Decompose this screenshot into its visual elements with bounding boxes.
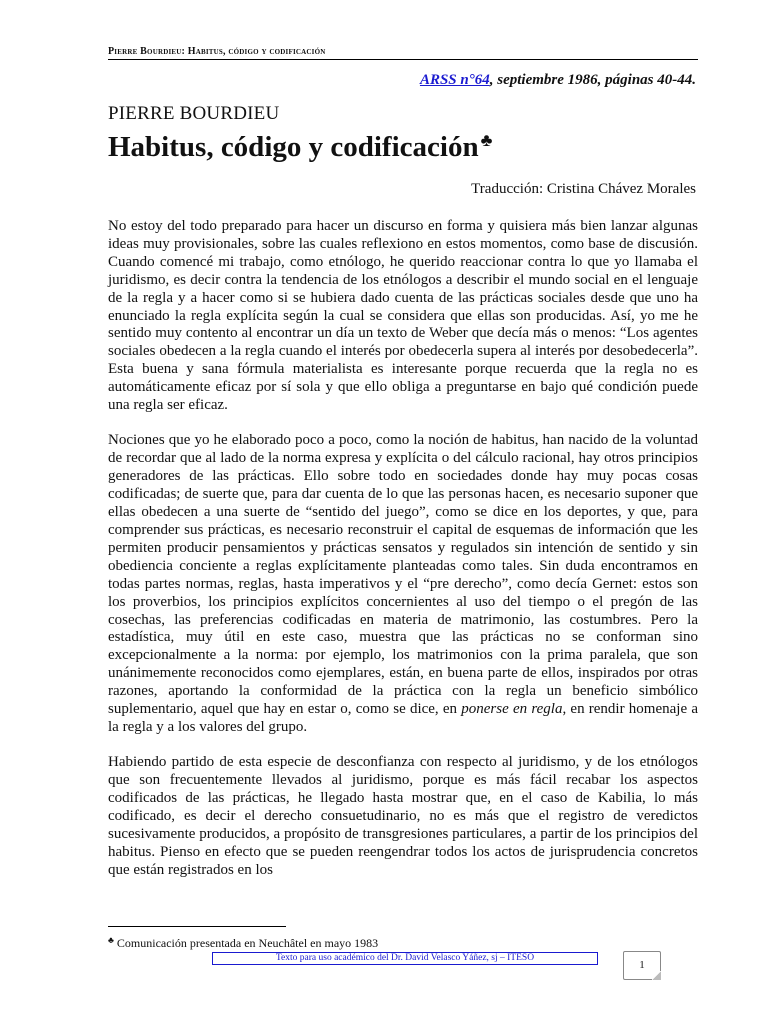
paragraph-2-text: Nociones que yo he elaborado poco a poco, como la noción de habitus, han nacido de la voluntad de recordar que al lado de la norma expresa y explícita o del cálculo racional, hay otros principios generadores de las prácticas. Ello sobre todo en sociedades donde hay muy pocas cosas codificadas; de suerte que, para dar cuenta de lo que las personas hacen, es necesario suponer que ellas obedecen a una suerte de “sentido del juego”, como se dice en los deportes, y que, para comprender sus prácticas, es necesario reconstruir el capital de esquemas de información que les permiten producir pensamientos y prácticas sensatos y regulados sin intención de sentido y sin obediencia conciente a reglas explícitamente planteadas como tales. Sin duda encontramos en todas partes normas, reglas, hasta imperativos y el “pre derecho”, como decía Gernet: estos son los proverbios, los principios explícitos concernientes al uso del tiempo o el pregón de las cosechas, las preferencias codificadas en materia de matrimonio, las costumbres. Pero la estadística, muy útil en este caso, muestra que las prácticas no se conforman sino excepcionalmente a la norma: por ejemplo, los matrimonios con la prima paralela, que son unánimemente reconocidos como ejemplares, están, en buena parte de ellos, inspirados por otras razones, aportando la conformidad de la práctica con la regla un beneficio simbólico suplementario, aquel que hay en estar o, como se dice, en [108, 432, 698, 718]
translator-credit: Traducción: Cristina Chávez Morales [471, 181, 696, 197]
footnote-divider [108, 926, 286, 927]
paragraph-2 [108, 432, 698, 736]
club-icon: ♣ [480, 130, 493, 150]
page-fold-icon [652, 971, 661, 980]
body-text [108, 218, 698, 897]
running-head: Pierre Bourdieu: Habitus, código y codificación [108, 46, 698, 60]
club-icon: ♣ [108, 935, 114, 945]
citation [420, 72, 696, 89]
title-text: Habitus, código y codificación [108, 131, 479, 163]
paragraph-2-italic: ponerse en regla [461, 701, 563, 718]
citation-details: , septiembre 1986, páginas 40-44. [489, 72, 696, 88]
page-number [623, 951, 661, 980]
footnote-text: Comunicación presentada en Neuchâtel en mayo 1983 [116, 936, 379, 950]
footer-notice: Texto para uso académico del Dr. David Velasco Yáñez, sj – ITESO [212, 952, 598, 965]
footnote [108, 935, 378, 951]
paragraph-2-end: , en rendir homenaje a la regla y a los valores del grupo. [108, 701, 698, 735]
page-number-value: 1 [639, 959, 645, 971]
author-name: PIERRE BOURDIEU [108, 103, 280, 124]
citation-link[interactable]: ARSS n°64 [419, 72, 490, 88]
paragraph-1: No estoy del todo preparado para hacer un discurso en forma y quisiera más bien lanzar algunas ideas muy provisionales, sobre las cuales reflexiono en estos momentos, como base de discusión. Cuando comencé mi trabajo, como etnólogo, he querido reaccionar contra lo que yo llamaba el juridismo, es decir contra la tendencia de los etnólogos a describir el mundo social en el lenguaje de la regla y a hacer como si se hubiera dado cuenta de las prácticas sociales desde que uno ha enunciado la regla explícita según la cual se considera que ellas son producidas. Así, yo me he sentido muy contento al encontrar un día un texto de Weber que decía más o menos: “Los agentes sociales obedecen a la regla cuando el interés por obedecerla supera al interés por desobedecerla”. Esta buena y sana fórmula materialista es interesante porque recuerda que la regla no es automáticamente eficaz por sí sola y que ello obliga a preguntarse en bajo qué condición puede una regla ser eficaz. [108, 218, 698, 414]
document-title [108, 130, 492, 164]
paragraph-3: Habiendo partido de esta especie de desconfianza con respecto al juridismo, y de los etnólogos que son frecuentemente llevados al juridismo, porque es más fácil recabar los aspectos codificados de las prácticas, he llegado hasta mostrar que, en el caso de Kabilia, lo más codificado, es decir el derecho consuetudinario, no es más que el registro de veredictos sucesivamente producidos, a propósito de transgresiones particulares, a partir de los principios del habitus. Pienso en efecto que se pueden reengendrar todos los actos de jurisprudencia concretos que están registrados en los [108, 754, 698, 878]
